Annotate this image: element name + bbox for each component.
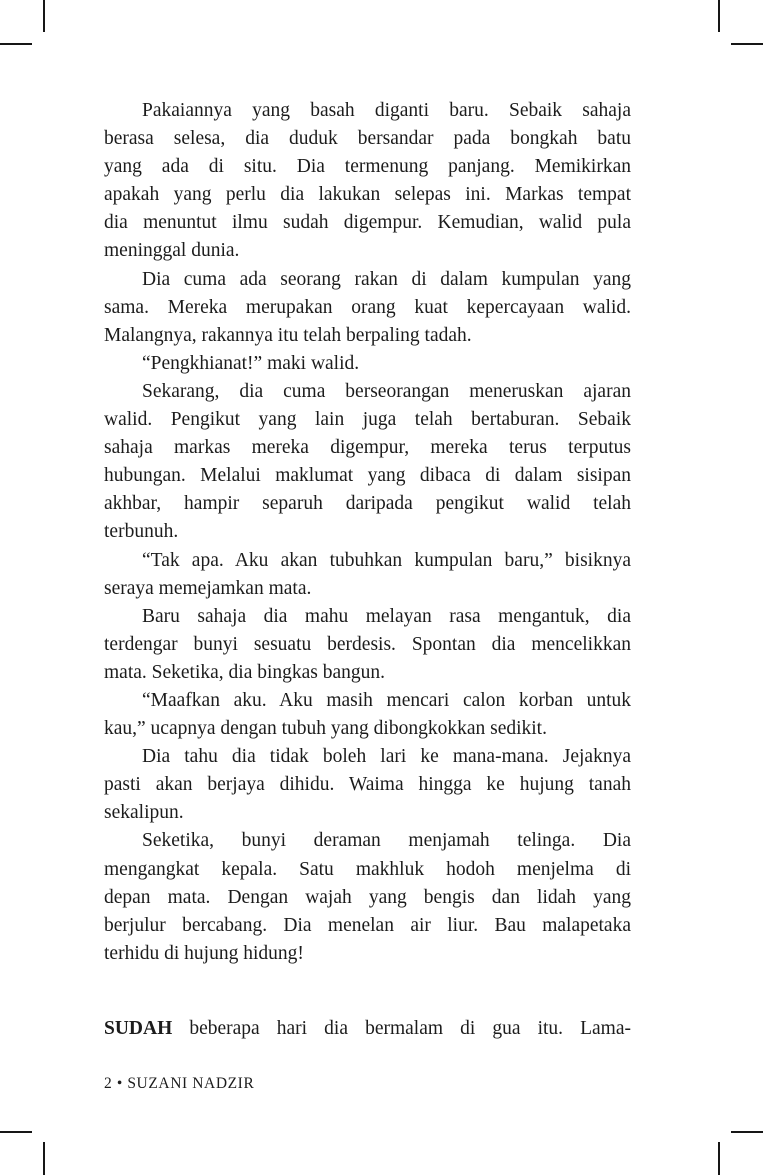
crop-mark-bottom-left-vertical (43, 1142, 45, 1175)
text-line: yang ada di situ. Dia termenung panjang. Memikirkan (104, 156, 631, 178)
crop-mark-bottom-right-vertical (718, 1142, 720, 1175)
text-line (104, 1015, 631, 1043)
crop-mark-top-left-vertical (43, 0, 45, 32)
text-line: apakah yang perlu dia lakukan selepas ini. Markas tempat (104, 184, 631, 206)
text-line: mata. Seketika, dia bingkas bangun. (104, 661, 386, 683)
text-line: Malangnya, rakannya itu telah berpaling tadah. (104, 324, 472, 346)
crop-mark-bottom-left-horizontal (0, 1131, 32, 1133)
crop-mark-bottom-right-horizontal (731, 1131, 763, 1133)
section-lead-word: SUDAH (104, 1017, 173, 1039)
text-line: terhidu di hujung hidung! (104, 942, 304, 964)
text-line: kau,” ucapnya dengan tubuh yang dibongkokkan sedikit. (104, 718, 547, 740)
text-line: walid. Pengikut yang lain juga telah bertaburan. Sebaik (104, 409, 631, 431)
text-line: seraya memejamkan mata. (104, 577, 312, 599)
text-line: sama. Mereka merupakan orang kuat kepercayaan walid. (104, 296, 631, 318)
text-line: dia menuntut ilmu sudah digempur. Kemudian, walid pula (104, 212, 631, 234)
text-line: terdengar bunyi sesuatu berdesis. Spontan dia mencelikkan (104, 633, 631, 655)
text-line: berasa selesa, dia duduk bersandar pada bongkah batu (104, 128, 631, 150)
text-line: “Tak apa. Aku akan tubuhkan kumpulan baru,” bisiknya (142, 549, 631, 571)
text-line: mengangkat kepala. Satu makhluk hodoh menjelma di (104, 858, 631, 880)
text-line: Pakaiannya yang basah diganti baru. Sebaik sahaja (142, 100, 631, 121)
text-line: Baru sahaja dia mahu melayan rasa mengantuk, dia (142, 605, 631, 627)
text-line: “Maafkan aku. Aku masih mencari calon korban untuk (142, 689, 631, 711)
text-line: terbunuh. (104, 521, 179, 543)
text-line: Sekarang, dia cuma berseorangan meneruskan ajaran (142, 380, 631, 402)
text-line: Seketika, bunyi deraman menjamah telinga. Dia (142, 830, 631, 852)
text-line: “Pengkhianat!” maki walid. (142, 352, 360, 374)
text-line: meninggal dunia. (104, 240, 240, 262)
text-line: Dia tahu dia tidak boleh lari ke mana-mana. Jejaknya (142, 746, 631, 768)
crop-mark-top-left-horizontal (0, 43, 32, 45)
text-line: hubungan. Melalui maklumat yang dibaca di dalam sisipan (104, 465, 631, 487)
body-text-column (104, 97, 631, 1043)
text-line: sekalipun. (104, 802, 184, 824)
crop-mark-top-right-horizontal (731, 43, 763, 45)
text-line: akhbar, hampir separuh daripada pengikut walid telah (104, 493, 631, 515)
text-line: sahaja markas mereka digempur, mereka terus terputus (104, 437, 631, 459)
page-footer (104, 1074, 254, 1094)
text-segment: beberapa hari dia bermalam di gua itu. Lama- (172, 1017, 631, 1039)
text-line: depan mata. Dengan wajah yang bengis dan lidah yang (104, 886, 631, 908)
footer-text: 2 • SUZANI NADZIR (104, 1075, 255, 1092)
text-line: berjulur bercabang. Dia menelan air liur. Bau malapetaka (104, 914, 631, 936)
text-line: Dia cuma ada seorang rakan di dalam kumpulan yang (142, 268, 631, 290)
text-line: pasti akan berjaya dihidu. Waima hingga ke hujung tanah (104, 774, 631, 796)
crop-mark-top-right-vertical (718, 0, 720, 32)
